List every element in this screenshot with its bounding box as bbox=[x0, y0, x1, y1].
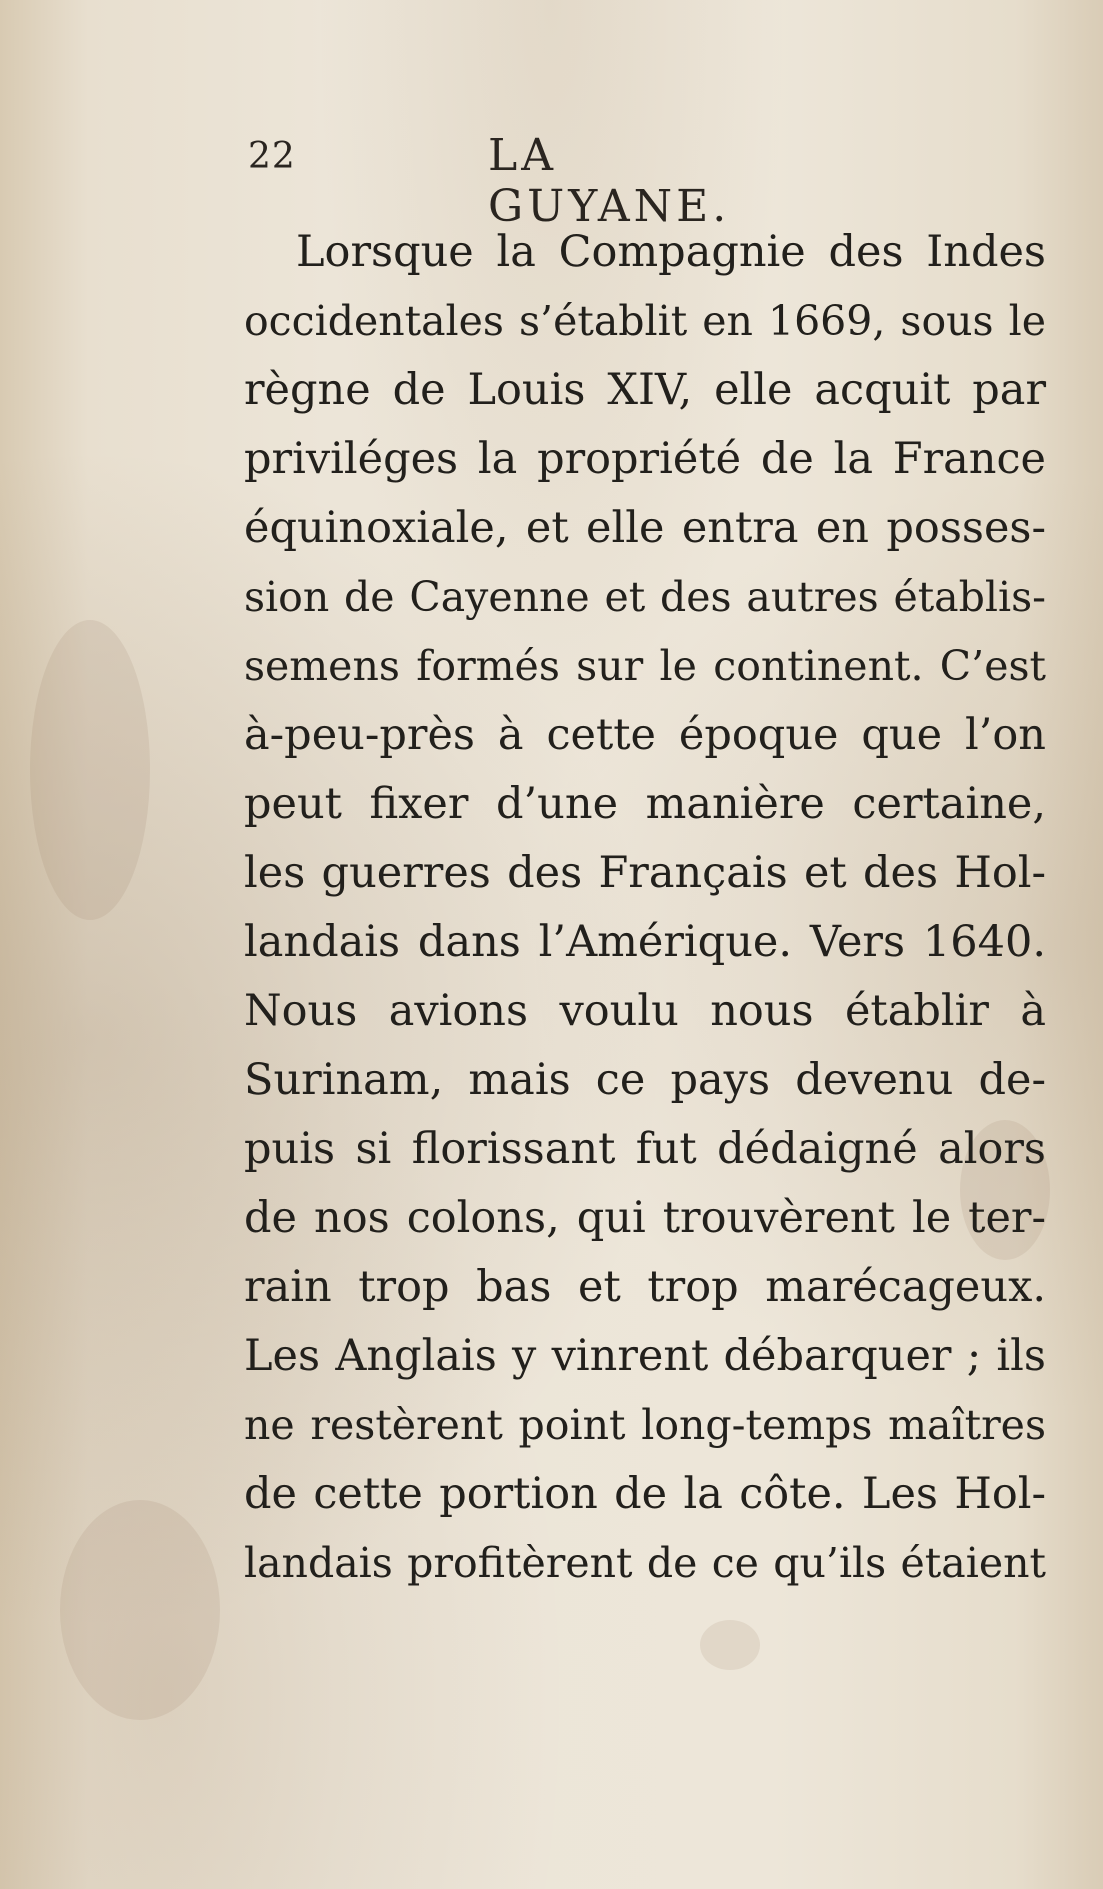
text-line: landais profitèrent de ce qu’ils étaient bbox=[244, 1539, 1046, 1587]
text-line: Lorsque la Compagnie des Indes bbox=[296, 227, 1046, 277]
text-line: puis si florissant fut dédaigné alors bbox=[244, 1124, 1046, 1174]
page-header bbox=[248, 130, 798, 232]
text-line: Surinam, mais ce pays devenu de- bbox=[244, 1055, 1046, 1105]
paper-stain bbox=[60, 1500, 220, 1720]
running-head: LA GUYANE. bbox=[488, 130, 731, 232]
text-line: de nos colons, qui trouvèrent le ter- bbox=[244, 1193, 1046, 1243]
text-line: de cette portion de la côte. Les Hol- bbox=[244, 1469, 1046, 1519]
text-line: semens formés sur le continent. C’est bbox=[244, 642, 1046, 690]
text-line: Nous avions voulu nous établir à bbox=[244, 986, 1046, 1036]
text-line: règne de Louis XIV, elle acquit par bbox=[244, 365, 1046, 415]
text-line: priviléges la propriété de la France bbox=[244, 434, 1046, 484]
text-line: Les Anglais y vinrent débarquer ; ils bbox=[244, 1331, 1046, 1381]
text-line: ne restèrent point long-temps maîtres bbox=[244, 1401, 1046, 1449]
text-line: les guerres des Français et des Hol- bbox=[244, 848, 1046, 898]
text-line: équinoxiale, et elle entra en posses- bbox=[244, 503, 1046, 553]
body-text bbox=[244, 218, 1046, 1598]
paper-stain bbox=[30, 620, 150, 920]
text-line: occidentales s’établit en 1669, sous le bbox=[244, 297, 1046, 345]
text-line: peut fixer d’une manière certaine, bbox=[244, 779, 1046, 829]
text-line: sion de Cayenne et des autres établis- bbox=[244, 573, 1046, 621]
text-line: landais dans l’Amérique. Vers 1640. bbox=[244, 917, 1046, 967]
page-number: 22 bbox=[248, 136, 296, 177]
text-line: à-peu-près à cette époque que l’on bbox=[244, 710, 1046, 760]
text-line: rain trop bas et trop marécageux. bbox=[244, 1262, 1046, 1312]
paper-stain bbox=[700, 1620, 760, 1670]
